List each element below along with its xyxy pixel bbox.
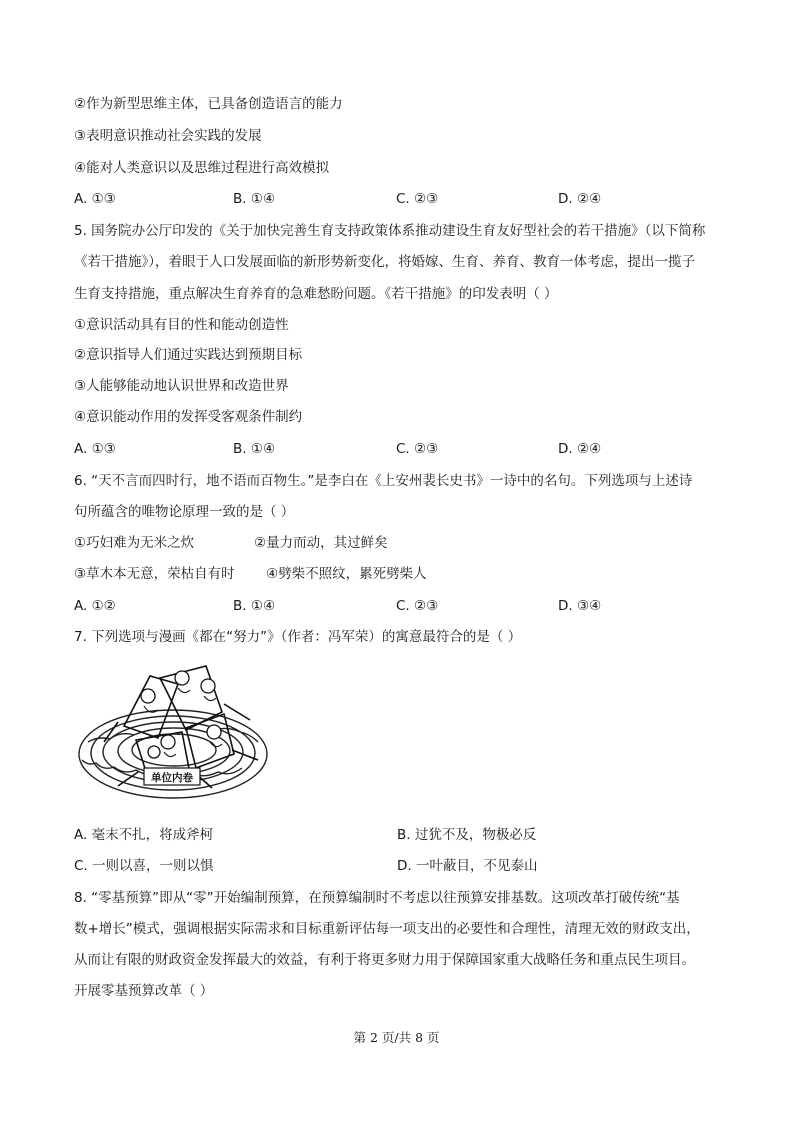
q5-stem-line-1: 5. 国务院办公厅印发的《关于加快完善生育支持政策体系推动建设生育友好型社会的若干措施》（以下简称 <box>74 223 706 239</box>
q6-statement-1: ①巧妇难为无米之炊 <box>74 535 195 551</box>
cartoon-drawing <box>74 656 272 808</box>
q8-stem-line-2: 数+增长”模式，强调根据实际需求和目标重新评估每一项支出的必要性和合理性，清理无效的财政支出， <box>74 921 700 937</box>
q6-statement-3: ③草木本无意，荣枯自有时 <box>74 566 235 582</box>
q5-statement-3: ③人能够能动地认识世界和改造世界 <box>74 378 289 394</box>
q5-statement-1: ①意识活动具有目的性和能动创造性 <box>74 317 289 333</box>
q4-choice-b: B. ①④ <box>233 191 276 207</box>
q6-choice-a: A. ①② <box>74 598 116 614</box>
q4-choice-d: D. ②④ <box>558 191 602 207</box>
q6-statement-4: ④劈柴不照纹，累死劈柴人 <box>266 566 427 582</box>
q5-choice-b: B. ①④ <box>233 441 276 457</box>
cartoon-sign-text: 单位内卷 <box>151 772 193 784</box>
q4-choice-c: C. ②③ <box>396 191 439 207</box>
q7-choice-d: D. 一叶蔽目，不见泰山 <box>397 858 538 874</box>
q6-choice-b: B. ①④ <box>233 598 276 614</box>
q5-stem-line-2: 《若干措施》），着眼于人口发展面临的新形势新变化，将婚嫁、生育、养育、教育一体考虑，提出一揽子 <box>74 254 695 270</box>
q7-choice-b: B. 过犹不及，物极必反 <box>397 827 537 843</box>
q8-stem-line-3: 从而让有限的财政资金发挥最大的效益，有利于将更多财力用于保障国家重大战略任务和重点民生项目。 <box>74 952 695 968</box>
q5-statement-2: ②意识指导人们通过实践达到预期目标 <box>74 347 303 363</box>
q5-stem-line-3: 生育支持措施，重点解决生育养育的急难愁盼问题。《若干措施》的印发表明（ ） <box>74 286 558 302</box>
q4-statement-2: ②作为新型思维主体，已具备创造语言的能力 <box>74 96 343 112</box>
q6-statement-2: ②量力而动，其过鲜矣 <box>254 535 388 551</box>
q7-choice-c: C. 一则以喜，一则以惧 <box>74 858 214 874</box>
q6-choice-c: C. ②③ <box>396 598 439 614</box>
q6-stem-line-2: 句所蕴含的唯物论原理一致的是（ ） <box>74 504 295 520</box>
q5-choice-c: C. ②③ <box>396 441 439 457</box>
q5-choice-a: A. ①③ <box>74 441 116 457</box>
q4-statement-3: ③表明意识推动社会实践的发展 <box>74 128 262 144</box>
q7-choice-a: A. 毫末不扎，将成斧柯 <box>74 827 214 843</box>
q7-stem: 7. 下列选项与漫画《都在“努力”》（作者：冯军荣）的寓意最符合的是（ ） <box>74 629 522 645</box>
q6-stem-line-1: 6. “天不言而四时行，地不语而百物生。”是李白在《上安州裴长史书》一诗中的名句。下列选项与上述诗 <box>74 473 693 489</box>
q8-stem-line-1: 8. “零基预算”即从“零”开始编制预算，在预算编制时不考虑以往预算安排基数。这项改革打破传统“基 <box>74 890 680 906</box>
q8-stem-line-4: 开展零基预算改革（ ） <box>74 983 214 999</box>
page-number-footer: 第 2 页/共 8 页 <box>353 1030 440 1045</box>
q5-statement-4: ④意识能动作用的发挥受客观条件制约 <box>74 409 303 425</box>
cartoon-rowing-in-whirlpool <box>74 656 272 808</box>
q6-choice-d: D. ③④ <box>558 598 602 614</box>
q4-statement-4: ④能对人类意识以及思维过程进行高效模拟 <box>74 160 330 176</box>
q4-choice-a: A. ①③ <box>74 191 116 207</box>
q5-choice-d: D. ②④ <box>558 441 602 457</box>
